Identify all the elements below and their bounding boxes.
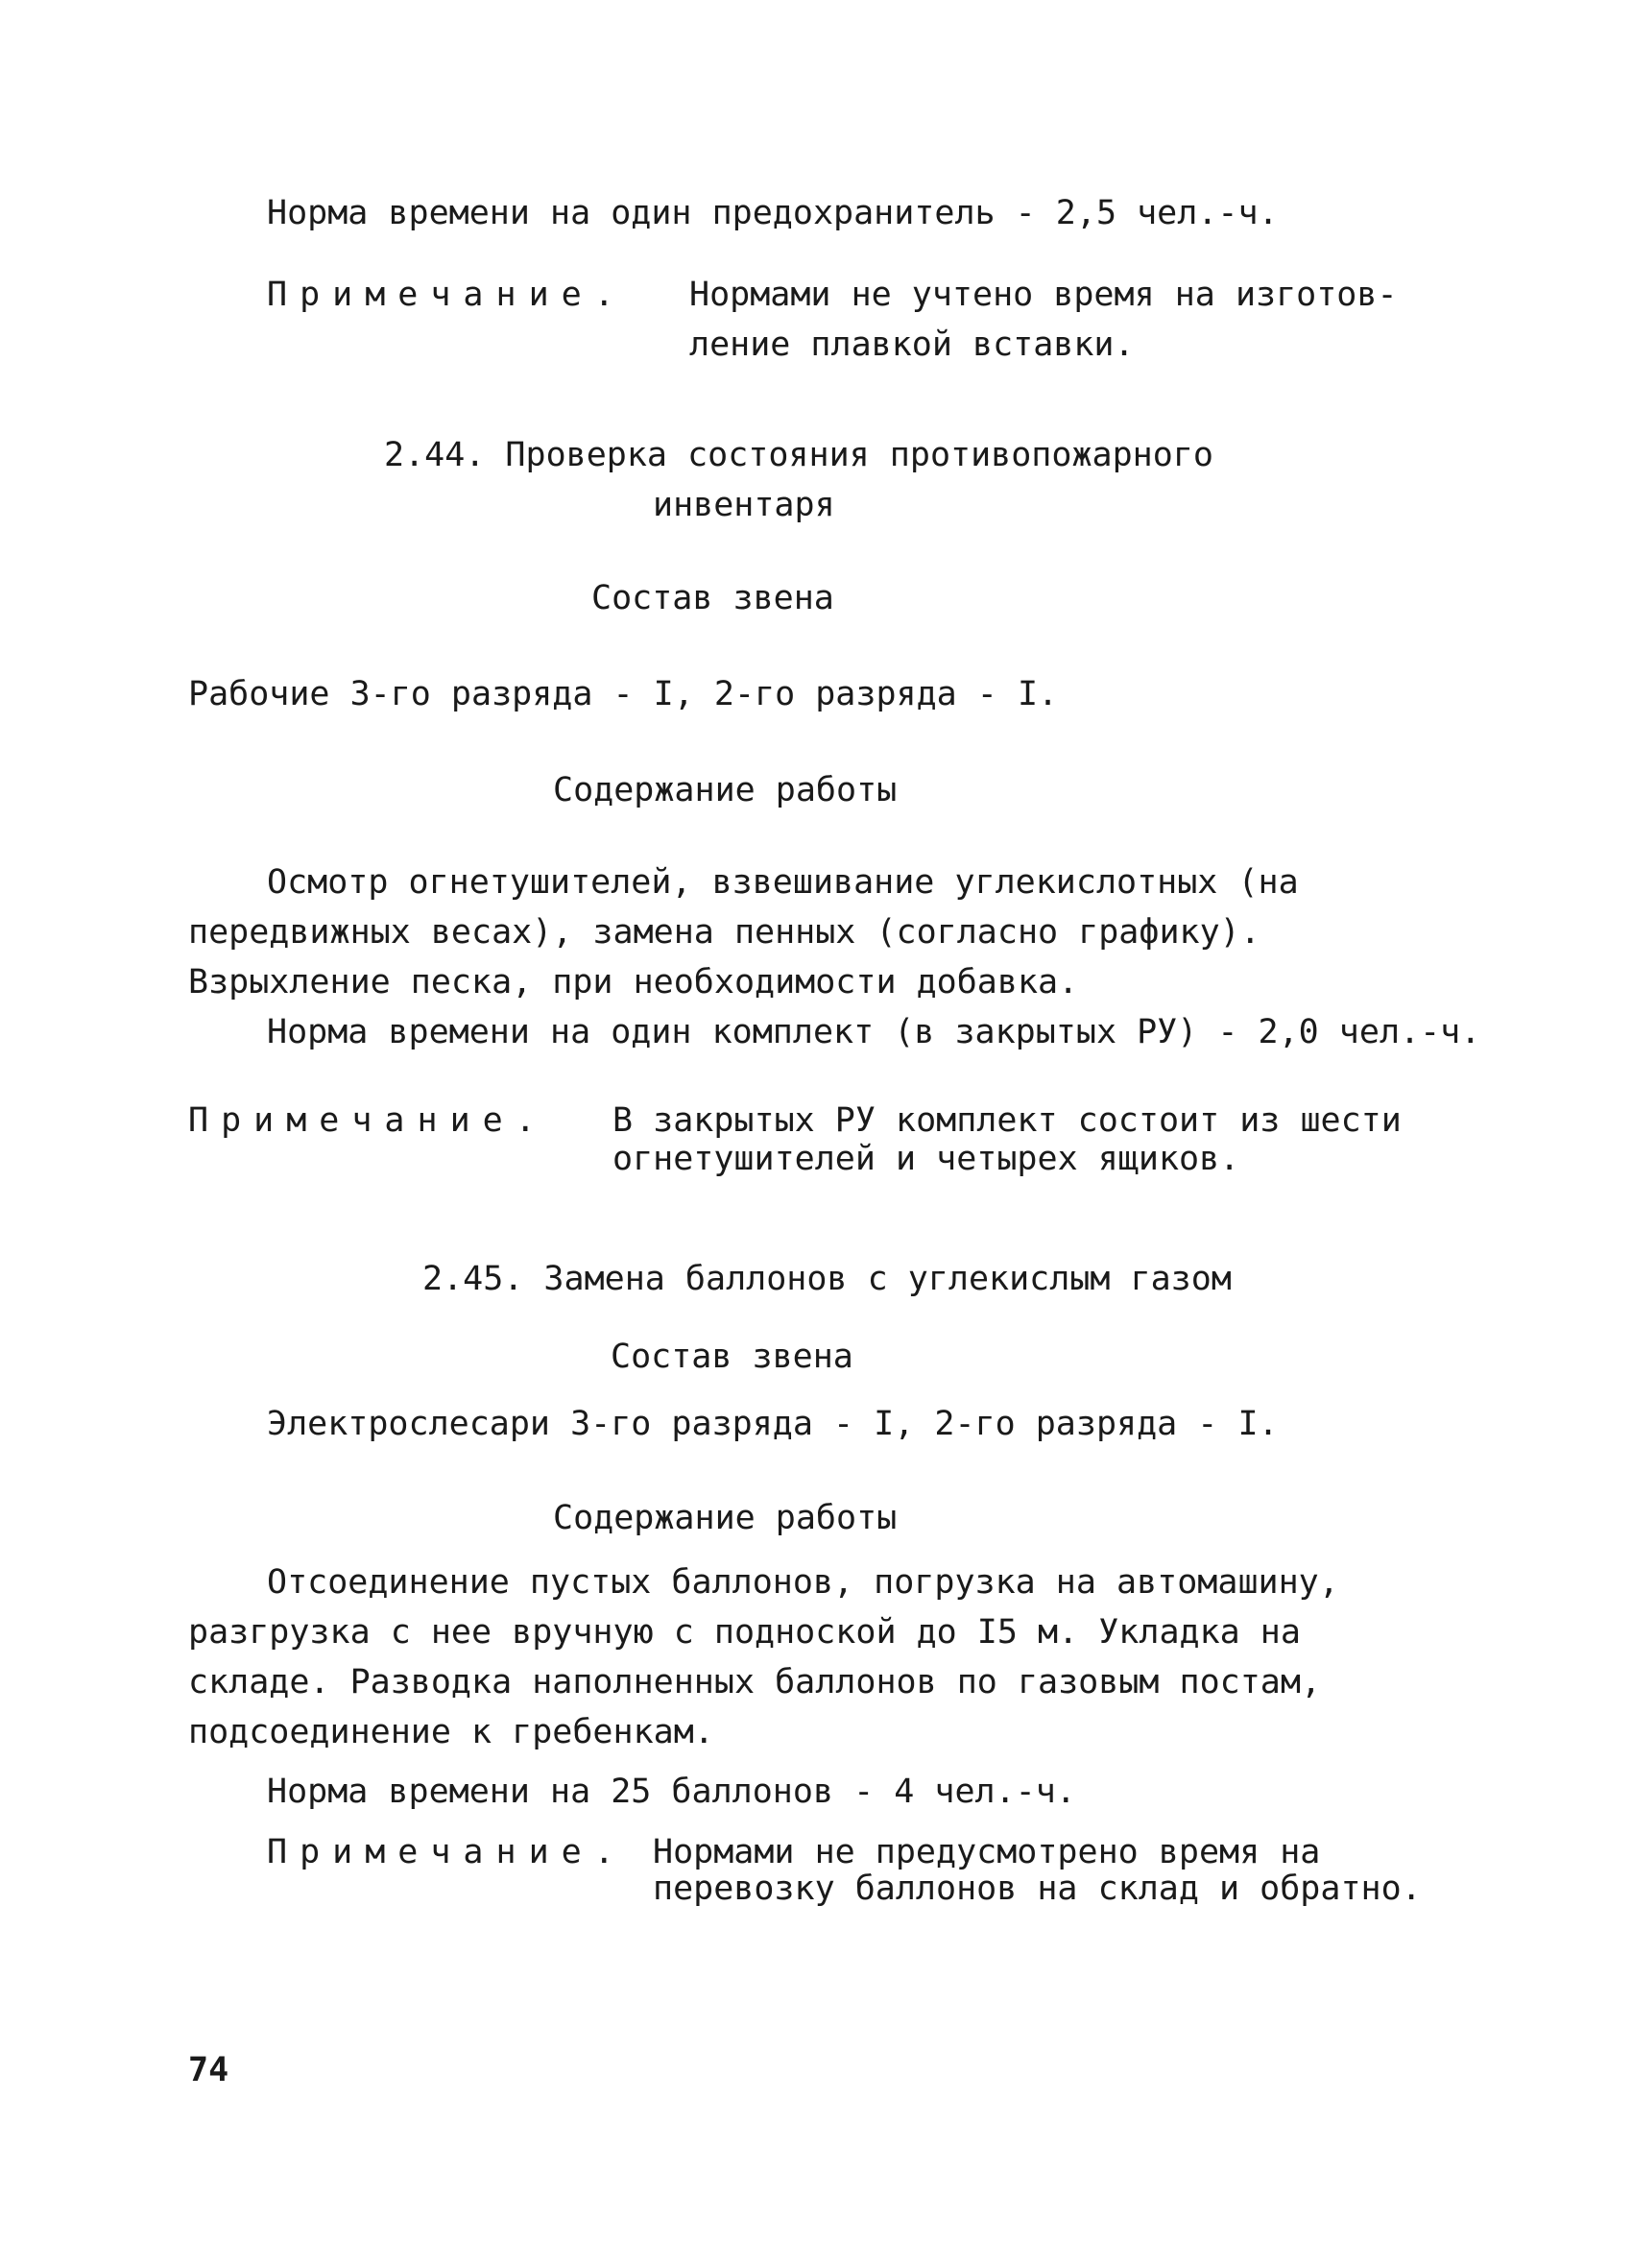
section-title: 2.45. Замена баллонов с углекислым газом [422, 1260, 1232, 1298]
work-text-line: Осмотр огнетушителей, взвешивание углекислотных (на [267, 863, 1299, 902]
section-title: инвентаря [653, 486, 835, 524]
work-heading: Содержание работы [553, 1499, 898, 1537]
work-text-line: складе. Разводка наполненных баллонов по газовым постам, [188, 1663, 1322, 1701]
crew-heading: Состав звена [591, 579, 834, 617]
page-number: 74 [188, 2051, 229, 2089]
note-text: огнетушителей и четырех ящиков. [612, 1140, 1240, 1178]
note-text: ление плавкой вставки. [689, 326, 1135, 364]
crew-text: Рабочие 3-го разряда - I, 2-го разряда - I. [188, 675, 1059, 713]
norm-fuse: Норма времени на один предохранитель - 2,5 чел.-ч. [267, 194, 1279, 232]
norm-text: Норма времени на 25 баллонов - 4 чел.-ч. [267, 1773, 1076, 1811]
work-text-line: Отсоединение пустых баллонов, погрузка на автомашину, [267, 1563, 1339, 1602]
note-text: перевозку баллонов на склад и обратно. [653, 1870, 1422, 1908]
work-text-line: Взрыхление песка, при необходимости добавка. [188, 963, 1079, 1001]
work-text-line: разгрузка с нее вручную с подноской до I5 м. Укладка на [188, 1613, 1301, 1652]
work-heading: Содержание работы [553, 771, 898, 809]
note-label: Примечание. [267, 276, 627, 314]
note-label: Примечание. [267, 1833, 627, 1871]
note-text: В закрытых РУ комплект состоит из шести [612, 1101, 1402, 1140]
note-text: Нормами не учтено время на изготов- [689, 276, 1398, 314]
note-label: Примечание. [188, 1101, 548, 1140]
crew-heading: Состав звена [611, 1338, 853, 1376]
work-text-line: подсоединение к гребенкам. [188, 1713, 714, 1751]
note-text: Нормами не предусмотрено время на [653, 1833, 1321, 1871]
crew-text: Электрослесари 3-го разряда - I, 2-го разряда - I. [267, 1405, 1279, 1443]
norm-text: Норма времени на один комплект (в закрытых РУ) - 2,0 чел.-ч. [267, 1013, 1481, 1051]
work-text-line: передвижных весах), замена пенных (согласно графику). [188, 913, 1260, 952]
section-title: 2.44. Проверка состояния противопожарного [384, 436, 1213, 474]
